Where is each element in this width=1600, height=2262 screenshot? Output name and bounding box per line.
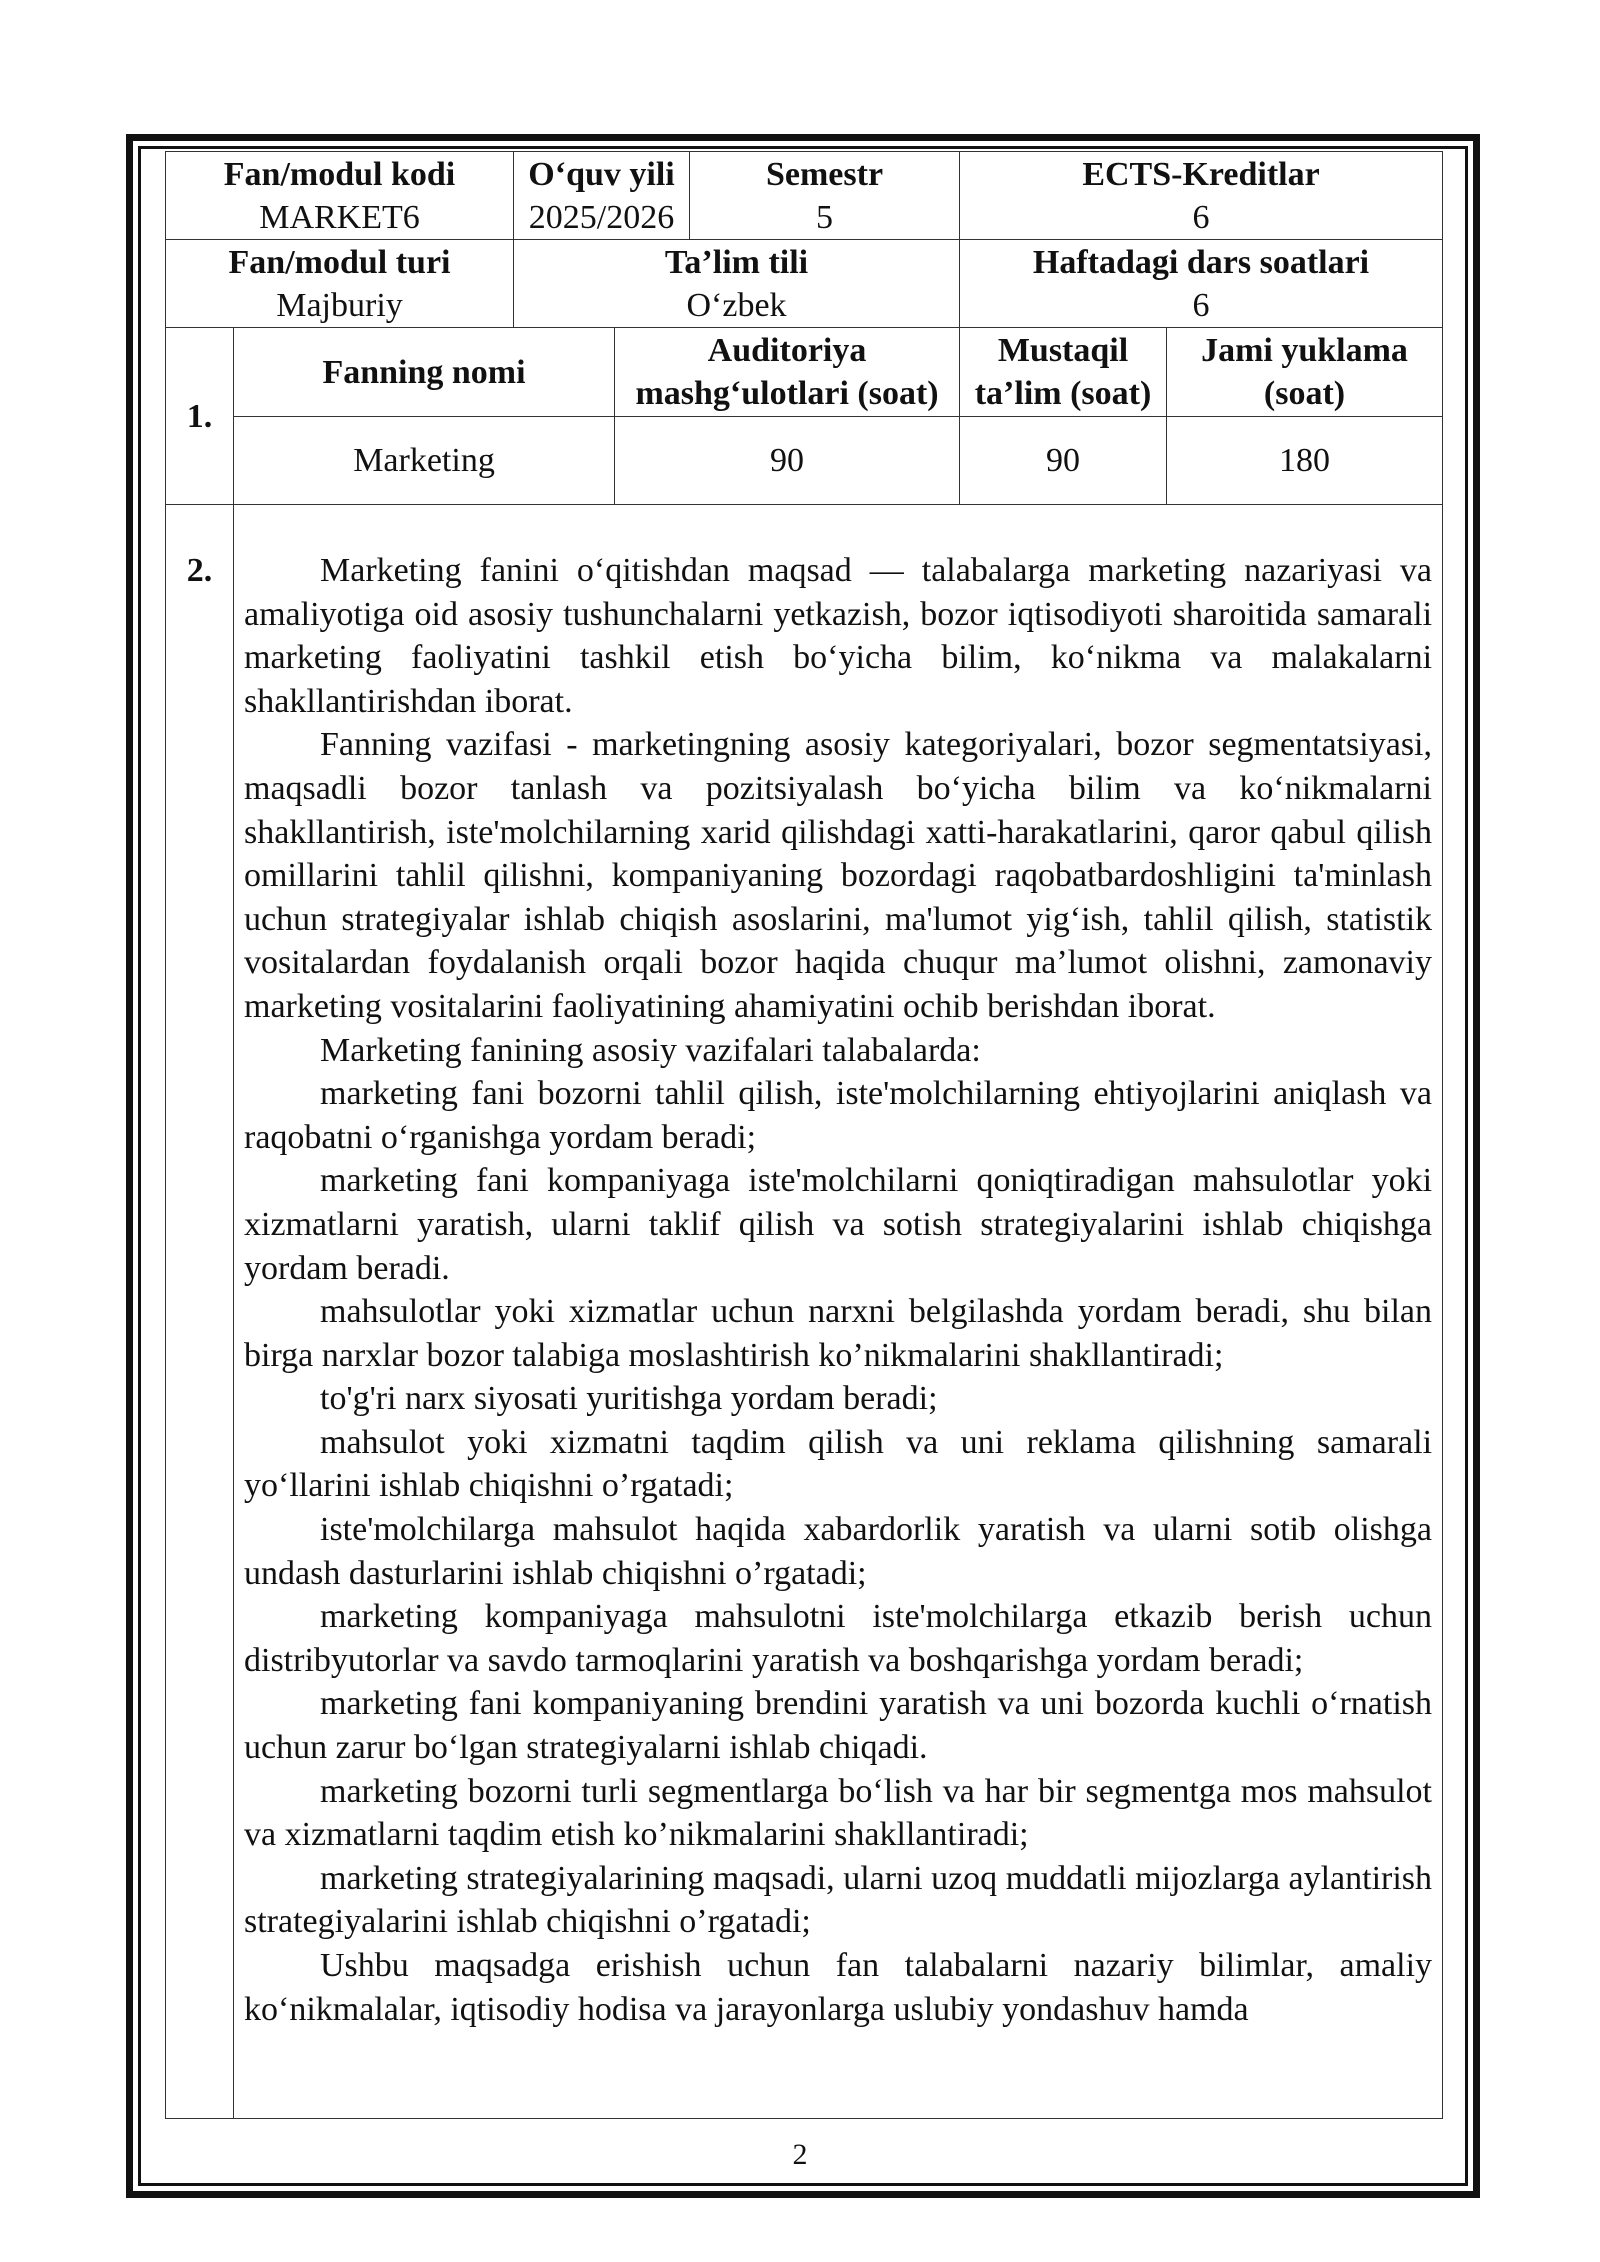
type-label: Fan/modul turi xyxy=(228,243,451,281)
paragraph: marketing strategiyalarining maqsadi, ularni uzoq muddatli mijozlarga aylantirish strategiyalarini ishlab chiqishni o’rgatadi; xyxy=(244,1859,1433,1941)
paragraph: marketing fani bozorni tahlil qilish, iste'molchilarning ehtiyojlarini aniqlash va raqobatni o‘rganishga yordam beradi; xyxy=(244,1075,1433,1156)
paragraph: Marketing fanining asosiy vazifalari talabalarda: xyxy=(320,1031,981,1069)
paragraph: mahsulot yoki xizmatni taqdim qilish va uni reklama qilishning samarali yo‘llarini ishlab chiqishni o’rgatadi; xyxy=(244,1423,1433,1505)
self-hours: 90 xyxy=(960,417,1167,505)
syllabus-table xyxy=(165,151,1443,2119)
paragraph: mahsulotlar yoki xizmatlar uchun narxni belgilashda yordam beradi, shu bilan birga narxlar bozor talabiga moslashtirish ko’nikmalarini shakllantiradi; xyxy=(244,1293,1433,1374)
section1-number: 1. xyxy=(166,328,234,505)
year-cell xyxy=(514,152,690,240)
page-number: 2 xyxy=(792,2138,808,2171)
lang-value: O‘zbek xyxy=(686,286,787,324)
col-name-header: Fanning nomi xyxy=(234,328,615,417)
paragraph: to'g'ri narx siyosati yuritishga yordam beradi; xyxy=(320,1380,938,1418)
paragraph: marketing bozorni turli segmentlarga bo‘lish va har bir segmentga mos mahsulot va xizmatlarni taqdim etish ko’nikmalarini shakllantiradi; xyxy=(244,1772,1433,1854)
ects-cell xyxy=(960,152,1443,240)
code-value: MARKET6 xyxy=(259,198,420,236)
col-total-header: Jami yuklama (soat) xyxy=(1167,328,1443,417)
paragraph: Marketing fanini o‘qitishdan maqsad — talabalarga marketing nazariyasi va amaliyotiga oid asosiy tushunchalarni yetkazish, bozor iqtisodiyoti sharoitida samarali marketing faoliyatini tashkil etish bo‘yicha bilim, ko‘nikma va malakalarni shakllantirishdan iborat. xyxy=(244,552,1433,720)
paragraph: marketing kompaniyaga mahsulotni iste'molchilarga etkazib berish uchun distribyutorlar va savdo tarmoqlarini yaratish va boshqarishga yordam beradi; xyxy=(244,1598,1433,1679)
ects-label: ECTS-Kreditlar xyxy=(1082,155,1320,193)
paragraph: Ushbu maqsadga erishish uchun fan talabalarni nazariy bilimlar, amaliy ko‘nikmalalar, iqtisodiy hodisa va jarayonlarga uslubiy yondashuv hamda xyxy=(244,1947,1433,2028)
semester-cell xyxy=(690,152,960,240)
header-row-2 xyxy=(166,240,1443,328)
lang-label: Ta’lim tili xyxy=(664,243,809,281)
paragraph: marketing fani kompaniyaga iste'molchilarni qoniqtiradigan mahsulotlar yoki xizmatlarni yaratish, ularni taklif qilish va sotish strategiyalarini ishlab chiqishga yordam beradi. xyxy=(244,1162,1433,1287)
section2-number: 2. xyxy=(166,505,234,2119)
year-label: O‘quv yili xyxy=(528,155,675,193)
year-value: 2025/2026 xyxy=(528,198,675,236)
hours-label: Haftadagi dars soatlari xyxy=(1032,243,1370,281)
hours-cell xyxy=(960,240,1443,328)
type-value: Majburiy xyxy=(276,286,403,324)
col-self-header: Mustaqil ta’lim (soat) xyxy=(960,328,1167,417)
hours-value: 6 xyxy=(1192,286,1210,324)
ects-value: 6 xyxy=(1192,198,1210,236)
section2-row xyxy=(166,505,1443,2119)
lang-cell xyxy=(514,240,960,328)
semester-label: Semestr xyxy=(765,155,884,193)
code-cell xyxy=(166,152,514,240)
section1-header-row xyxy=(166,328,1443,417)
paragraph: marketing fani kompaniyaning brendini yaratish va uni bozorda kuchli o‘rnatish uchun zarur bo‘lgan strategiyalarni ishlab chiqadi. xyxy=(244,1685,1433,1767)
header-row-1 xyxy=(166,152,1443,240)
section1-value-row xyxy=(166,417,1443,505)
aud-hours: 90 xyxy=(615,417,960,505)
course-name: Marketing xyxy=(234,417,615,505)
paragraph: iste'molchilarga mahsulot haqida xabardorlik yaratish va ularni sotib olishga undash dasturlarini ishlab chiqishni o’rgatadi; xyxy=(244,1511,1433,1592)
type-cell xyxy=(166,240,514,328)
semester-value: 5 xyxy=(816,198,834,236)
section2-body xyxy=(234,505,1443,2119)
code-label: Fan/modul kodi xyxy=(223,155,456,193)
paragraph: Fanning vazifasi - marketingning asosiy kategoriyalari, bozor segmentatsiyasi, maqsadli bozor tanlash va pozitsiyalash bo‘yicha bilim va ko‘nikmalarni shakllantirish, iste'molchilarning xarid qilishdagi xatti-harakatlarini, qaror qabul qilish omillarini tahlil qilishni, kompaniyaning bozordagi raqobatbardoshligini ta'minlash uchun strategiyalar ishlab chiqish asoslarini, ma'lumot yig‘ish, tahlil qilish, statistik vositalardan foydalanish orqali bozor haqida chuqur ma’lumot olishni, zamonaviy marketing vositalarini faoliyatining ahamiyatini ochib berishdan iborat. xyxy=(244,726,1433,1025)
total-hours: 180 xyxy=(1167,417,1443,505)
col-aud-header: Auditoriya mashg‘ulotlari (soat) xyxy=(615,328,960,417)
